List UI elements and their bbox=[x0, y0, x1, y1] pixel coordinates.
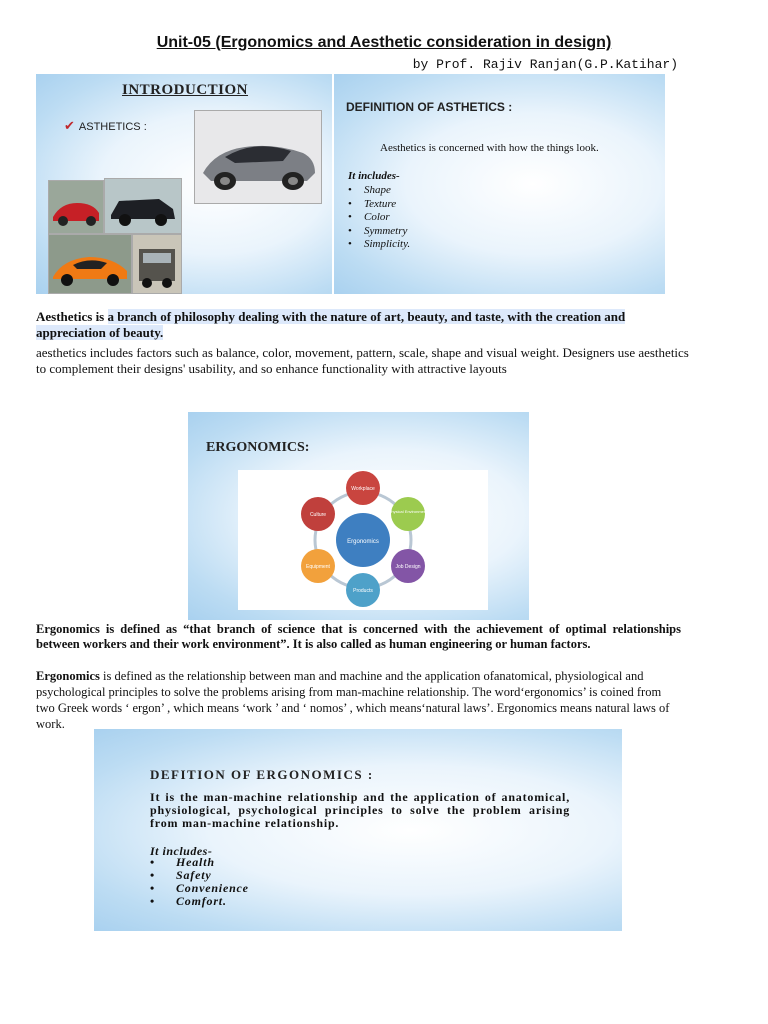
list-item: • Health bbox=[150, 856, 249, 869]
slide-introduction bbox=[36, 74, 332, 294]
aesthetics-list bbox=[348, 184, 410, 252]
ergonomics-relationship-paragraph: Ergonomics is defined as the relationship between man and machine and the application ofanatomical, physiological and psychological principles to solve the problems arising from man-machine relationship. The word‘ergonomics’ is coined from two Greek words ‘ ergon’ , which means ‘work ’ and ‘ nomos’ , which means‘natural laws’. Ergonomics means natural laws of work. bbox=[36, 669, 670, 731]
aesthetics-definition-paragraph: Aesthetics is a branch of philosophy dealing with the nature of art, beauty, and taste, with the creation and appreciation of beauty. bbox=[36, 309, 626, 340]
slide-ergonomics bbox=[188, 412, 529, 620]
red-car-photo bbox=[48, 180, 104, 234]
jeep-photo bbox=[132, 234, 182, 294]
slide-introduction-heading: INTRODUCTION bbox=[122, 82, 249, 98]
slide-definition-aesthetics-includes: It includes- bbox=[348, 170, 400, 182]
node-products-label: Products bbox=[353, 588, 373, 594]
black-sedan-photo bbox=[104, 178, 182, 234]
list-item: • Convenience bbox=[150, 882, 249, 895]
list-item: • Symmetry bbox=[348, 225, 410, 239]
document-author: by Prof. Rajiv Ranjan(G.P.Katihar) bbox=[412, 57, 678, 72]
aesthetics-factors-paragraph: aesthetics includes factors such as balance, color, movement, pattern, scale, shape and visual weight. Designers use aesthetics to complement their designs' usability, and so enhance functionality with attractive layouts bbox=[36, 345, 689, 376]
sports-car-photo bbox=[194, 110, 322, 204]
slide-ergonomics-heading: ERGONOMICS: bbox=[206, 440, 310, 455]
slide-definition-ergonomics-heading: DEFITION OF ERGONOMICS : bbox=[150, 767, 374, 782]
list-item: • Color bbox=[348, 211, 410, 225]
ergonomics-definition-paragraph: Ergonomics is defined as “that branch of science that is concerned with the achievement of optimal relationships between workers and their work environment”. It is also called as human engineering or human factors. bbox=[36, 622, 681, 651]
list-item: • Simplicity. bbox=[348, 238, 410, 252]
slide-definition-ergonomics bbox=[94, 729, 622, 931]
list-item: • Shape bbox=[348, 184, 410, 198]
slide-definition-aesthetics bbox=[334, 74, 665, 294]
list-item: • Comfort. bbox=[150, 895, 249, 908]
ergonomics-diagram bbox=[238, 470, 488, 610]
node-center-label: Ergonomics bbox=[347, 539, 379, 545]
list-item: • Texture bbox=[348, 198, 410, 212]
list-item: • Safety bbox=[150, 869, 249, 882]
slide-definition-ergonomics-includes: It includes- bbox=[150, 844, 213, 858]
ergonomics-cycle-svg bbox=[238, 470, 488, 610]
checkmark-icon: ✔ bbox=[64, 118, 75, 133]
slide-definition-aesthetics-description: Aesthetics is concerned with how the things look. bbox=[380, 142, 599, 154]
highlighted-text: a branch of philosophy dealing with the nature of art, beauty, and taste, with the creation and appreciation of beauty. bbox=[36, 309, 626, 340]
node-physical-environment bbox=[391, 497, 425, 531]
node-culture-label: Culture bbox=[309, 512, 327, 518]
orange-supercar-photo bbox=[48, 234, 132, 294]
node-equipment-label: Equipment bbox=[306, 564, 330, 570]
slide-definition-ergonomics-description: It is the man-machine relationship and the application of anatomical, physiological, psychological principles to solve the problem arising from man-machine relationship. bbox=[150, 790, 570, 830]
slide-definition-aesthetics-heading: DEFINITION OF ASTHETICS : bbox=[346, 100, 513, 114]
node-physical-environment-label: Physical Environment bbox=[388, 509, 428, 514]
ergonomics-list bbox=[150, 856, 249, 908]
document-title: Unit-05 (Ergonomics and Aesthetic consideration in design) bbox=[156, 34, 612, 51]
slide-introduction-subheading: ✔ ASTHETICS : bbox=[64, 118, 147, 133]
node-workplace-label: Workplace bbox=[351, 486, 375, 492]
node-job-design-label: Job Design bbox=[395, 564, 421, 570]
